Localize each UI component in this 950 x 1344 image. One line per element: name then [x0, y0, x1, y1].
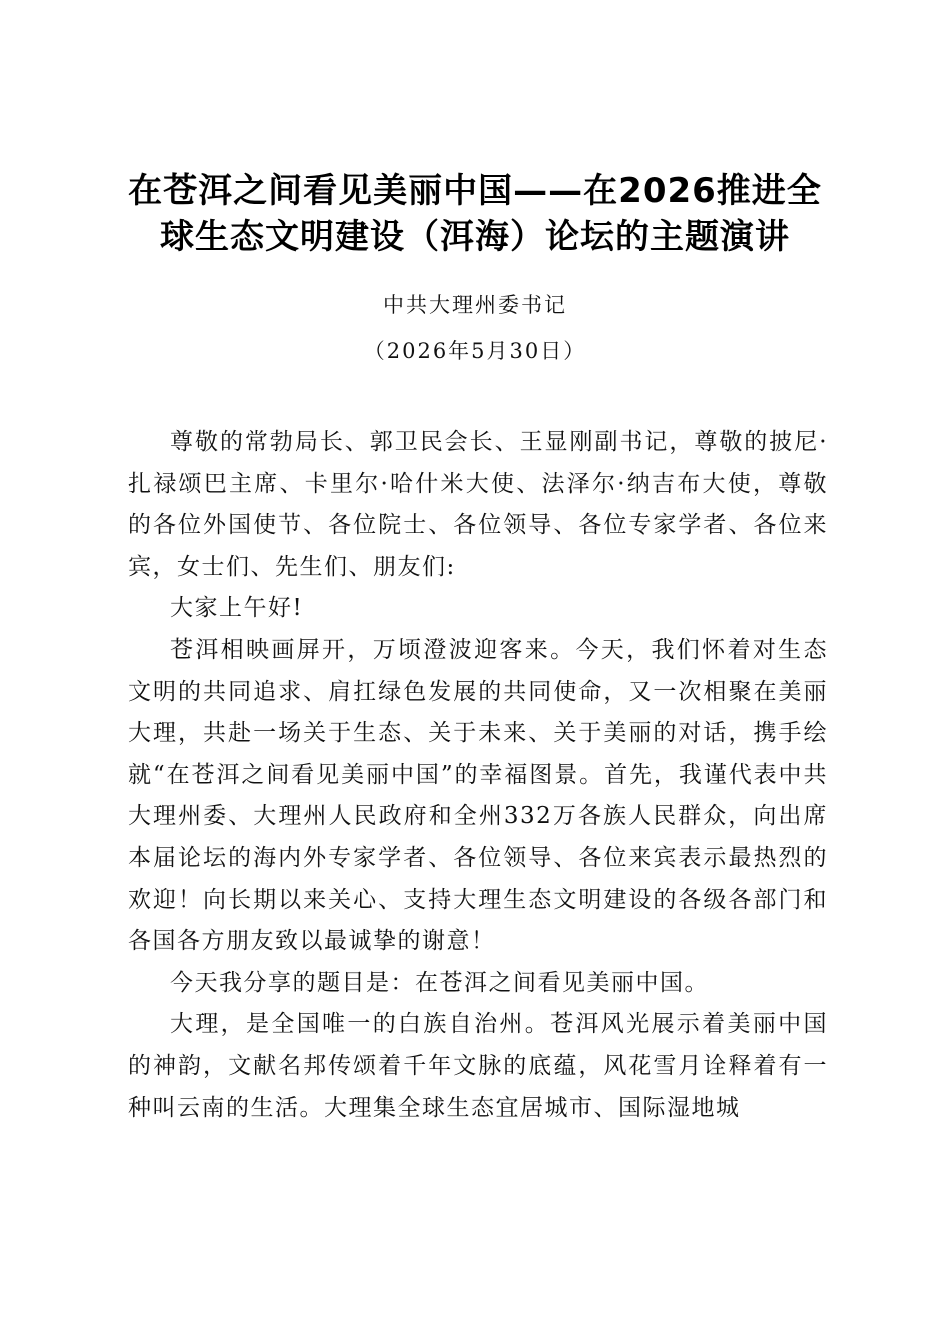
paragraph-topic: 今天我分享的题目是：在苍洱之间看见美丽中国。 — [170, 969, 709, 996]
paragraph-dali-intro: 大理，是全国唯一的白族自治州。苍洱风光展示着美丽中国的神韵，文献名邦传颂着千年文脉的底蕴，风花雪月诠释着有一种叫云南的生活。大理集全球生态宜居城市、国际湿地城 — [128, 1011, 828, 1121]
title-line-2: 球生态文明建设（洱海）论坛的主题演讲 — [160, 217, 790, 257]
paragraph-greeting: 尊敬的常勃局长、郭卫民会长、王显刚副书记，尊敬的披尼·扎禄颂巴主席、卡里尔·哈什米大使、法泽尔·纳吉布大使，尊敬的各位外国使节、各位院士、各位领导、各位专家学者、各位来宾，女士们、先生们、朋友们: — [128, 429, 828, 580]
date-line: （2026年5月30日） — [363, 339, 587, 363]
document-title — [120, 168, 830, 260]
title-line-1: 在苍洱之间看见美丽中国——在2026推进全 — [128, 171, 822, 211]
paragraph-good-morning: 大家上午好! — [170, 595, 304, 622]
author-line: 中共大理州委书记 — [383, 293, 567, 317]
speech-body — [128, 422, 828, 1129]
paragraph-welcome: 苍洱相映画屏开，万顷澄波迎客来。今天，我们怀着对生态文明的共同追求、肩扛绿色发展的共同使命，又一次相聚在美丽大理，共赴一场关于生态、关于未来、关于美丽的对话，携手绘就“在苍洱之间看见美丽中国”的幸福图景。首先，我谨代表中共大理州委、大理州人民政府和全州332万各族人民群众，向出席本届论坛的海内外专家学者、各位领导、各位来宾表示最热烈的欢迎！向长期以来关心、支持大理生态文明建设的各级各部门和各国各方朋友致以最诚挚的谢意！ — [128, 636, 828, 955]
